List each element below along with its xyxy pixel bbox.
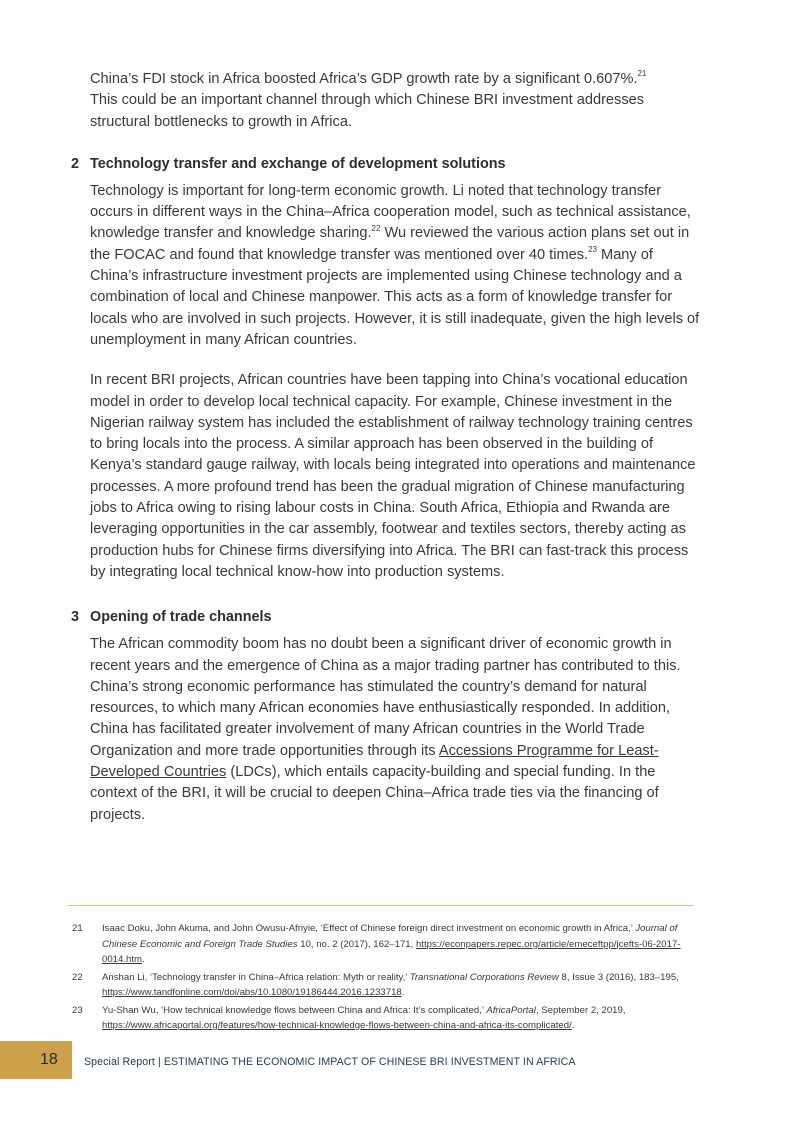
section-heading-technology-transfer <box>71 154 702 175</box>
section-title: Technology transfer and exchange of development solutions <box>90 155 506 172</box>
footnotes <box>68 921 698 1036</box>
paragraph-text: Wu reviewed the various action plans set out in the FOCAC and found that knowledge transfer was mentioned over 40 times. <box>90 225 690 263</box>
footnote-text: , September 2, 2019, <box>535 1004 626 1016</box>
footnote-link[interactable]: https://www.tandfonline.com/doi/abs/10.1080/19186444.2016.1233718 <box>102 987 402 998</box>
trade-paragraph-1 <box>90 634 702 826</box>
running-footer <box>84 1056 576 1068</box>
footnote-ref-21[interactable]: 21 <box>637 69 647 79</box>
footnote-link[interactable]: https://econpapers.repec.org/article/emeceftpp/jcefts-06-2017-0014.htm <box>102 938 681 965</box>
technology-paragraph-1 <box>90 181 702 351</box>
paragraph-text: The African commodity boom has no doubt been a significant driver of economic growth in recent years and the emergence of China as a major trading partner has contributed to this. China’s strong economic performance has stimulated the country’s demand for natural resources, to which many African economies have enthusiastically responded. In addition, China has facilitated greater involvement of many African countries in the World Trade Organization and more trade opportunities through its <box>90 636 681 759</box>
section-heading-trade-channels <box>71 607 702 628</box>
footnote-text: Isaac Doku, John Akuma, and John Owusu-Afriyie, ‘Effect of Chinese foreign direct investment on economic growth in Africa,’ <box>102 923 636 934</box>
footnote-journal: Journal of Chinese Economic and Foreign Trade Studies <box>102 923 678 950</box>
report-title: ESTIMATING THE ECONOMIC IMPACT OF CHINESE BRI INVESTMENT IN AFRICA <box>163 1056 576 1068</box>
ldc-accessions-link[interactable]: Accessions Programme for Least-Developed Countries <box>90 742 659 781</box>
intro-text-continued: This could be an important channel through which Chinese BRI investment addresses structural bottlenecks to growth in Africa. <box>90 92 645 130</box>
footnote-ref-22[interactable]: 22 <box>371 223 381 233</box>
section-title: Opening of trade channels <box>90 609 272 626</box>
footnote-text: Anshan Li, ‘Technology transfer in China–Africa relation: Myth or reality,’ <box>102 971 410 983</box>
section-number: 2 <box>71 155 80 172</box>
technology-paragraph-2: In recent BRI projects, African countries have been tapping into China’s vocational education model in order to develop local technical capacity. For example, Chinese investment in the Nigerian railway system has included the establishment of railway technology training centres to bring locals into the process. A similar approach has been observed in the building of Kenya’s standard gauge railway, with locals being integrated into operations and maintenance processes. A more profound trend has been the gradual migration of Chinese manufacturing jobs to Africa owing to rising labour costs in China. South Africa, Ethiopia and Rwanda are leveraging opportunities in the car assembly, footwear and textiles sectors, thereby acting as production hubs for Chinese firms diversifying into Africa. The BRI can fast-track this process by integrating local technical know-how into production systems. <box>90 372 696 580</box>
footnote-number: 21 <box>72 923 83 934</box>
intro-text: China’s FDI stock in Africa boosted Africa’s GDP growth rate by a significant 0.607%. <box>90 71 638 87</box>
footnote-link[interactable]: https://www.africaportal.org/features/how-technical-knowledge-flows-between-china-and-africa-its-complicated/ <box>102 1020 572 1031</box>
intro-paragraph <box>90 69 702 133</box>
page-number-block <box>0 1041 72 1079</box>
footnote-divider <box>68 905 694 906</box>
footnote-text: 8, Issue 3 (2016), 183–195, <box>558 971 679 983</box>
footnote-text: Yu-Shan Wu, ‘How technical knowledge flows between China and Africa: It’s complicated,’ <box>102 1004 487 1016</box>
footnote-number: 22 <box>72 971 83 983</box>
main-content <box>71 69 702 826</box>
paragraph-text: Many of China’s infrastructure investment projects are implemented using Chinese technology and a combination of local and Chinese manpower. This acts as a form of knowledge transfer for locals who are involved in such projects. However, it is still inadequate, given the high levels of unemployment in many African countries. <box>90 246 700 348</box>
paragraph-text: (LDCs), which entails capacity-building and special funding. In the context of the BRI, it will be crucial to deepen China–Africa trade ties via the financing of projects. <box>90 764 659 823</box>
section-number: 3 <box>71 609 80 626</box>
report-type-label: Special Report <box>84 1056 155 1068</box>
footer-separator: | <box>157 1056 161 1068</box>
footnote-21 <box>68 921 698 968</box>
footnote-text: . <box>401 987 405 998</box>
page-number: 18 <box>40 1051 58 1068</box>
paragraph-text: Technology is important for long-term economic growth. Li noted that technology transfer occurs in different ways in the China–Africa cooperation model, such as technical assistance, knowledge transfer and knowledge sharing. <box>90 182 691 242</box>
footnote-22 <box>68 970 698 1001</box>
footnote-journal: Transnational Corporations Review <box>409 971 559 983</box>
footnote-number: 23 <box>72 1004 83 1016</box>
footnote-text: 10, no. 2 (2017), 162–171, <box>297 938 416 950</box>
footnote-journal: AfricaPortal <box>486 1004 536 1016</box>
footnote-ref-23[interactable]: 23 <box>588 244 597 254</box>
footnote-text: . <box>571 1020 575 1031</box>
footnote-23 <box>68 1003 698 1034</box>
footnote-text: . <box>142 954 145 965</box>
